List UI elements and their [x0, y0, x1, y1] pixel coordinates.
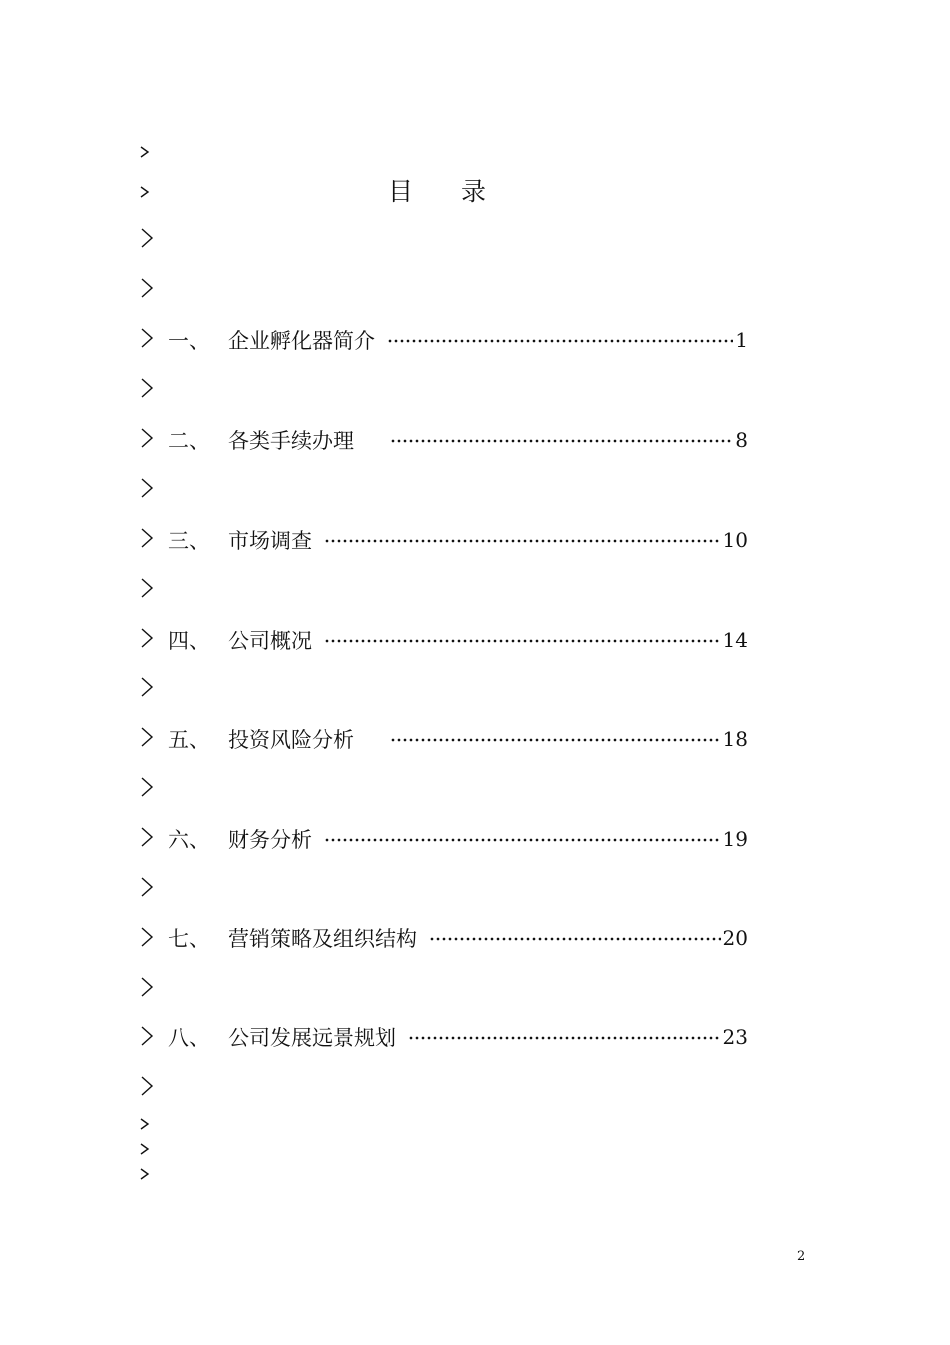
- toc-entry-label: 各类手续办理: [228, 429, 354, 453]
- toc-entry-number: 七、: [168, 927, 210, 951]
- bullet-arrow-icon: [140, 775, 158, 801]
- toc-entry[interactable]: [168, 824, 748, 854]
- toc-entry[interactable]: [168, 425, 748, 455]
- toc-entry-page: 19: [722, 827, 748, 851]
- toc-entry-label: 投资风险分析: [228, 728, 354, 752]
- toc-dot-leader: [324, 539, 721, 543]
- toc-dot-leader: [408, 1036, 721, 1040]
- toc-entry-page: 14: [722, 628, 748, 652]
- toc-entry-number: 八、: [168, 1026, 210, 1050]
- bullet-arrow-icon: [140, 1074, 158, 1100]
- toc-entry-label: 公司概况: [228, 629, 312, 653]
- toc-entry[interactable]: [168, 525, 748, 555]
- toc-title-char: 录: [461, 177, 487, 206]
- page-number: 2: [797, 1249, 806, 1264]
- bullet-arrow-icon: [140, 1112, 158, 1138]
- toc-entry-page: 8: [735, 428, 748, 452]
- toc-dot-leader: [324, 838, 721, 842]
- bullet-arrow-icon: [140, 276, 158, 302]
- toc-entry[interactable]: [168, 625, 748, 655]
- toc-entry-number: 一、: [168, 329, 210, 353]
- bullet-arrow-icon: [140, 376, 158, 402]
- toc-dot-leader: [429, 937, 721, 941]
- toc-entry[interactable]: [168, 923, 748, 953]
- bullet-arrow-icon: [140, 526, 158, 552]
- bullet-arrow-icon: [140, 180, 158, 206]
- toc-entry-page: 18: [722, 727, 748, 751]
- toc-entry[interactable]: [168, 724, 748, 754]
- toc-entry-label: 市场调查: [228, 529, 312, 553]
- toc-entry-number: 六、: [168, 828, 210, 852]
- toc-entry-page: 20: [722, 926, 748, 950]
- toc-entry-label: 财务分析: [228, 828, 312, 852]
- toc-dot-leader: [324, 639, 721, 643]
- toc-entry-label: 营销策略及组织结构: [228, 927, 417, 951]
- toc-entry-number: 三、: [168, 529, 210, 553]
- toc-entry[interactable]: [168, 1022, 748, 1052]
- bullet-arrow-icon: [140, 1162, 158, 1188]
- toc-title-char: 目: [388, 177, 414, 206]
- toc-entry-label: 公司发展远景规划: [228, 1026, 396, 1050]
- bullet-arrow-icon: [140, 675, 158, 701]
- toc-title: [388, 172, 486, 208]
- bullet-arrow-icon: [140, 476, 158, 502]
- toc-entry-label: 企业孵化器简介: [228, 329, 375, 353]
- bullet-arrow-icon: [140, 326, 158, 352]
- toc-dot-leader: [390, 439, 733, 443]
- bullet-arrow-icon: [140, 576, 158, 602]
- toc-dot-leader: [390, 738, 721, 742]
- bullet-arrow-icon: [140, 825, 158, 851]
- bullet-arrow-icon: [140, 975, 158, 1001]
- toc-entry-number: 四、: [168, 629, 210, 653]
- toc-entry-number: 五、: [168, 728, 210, 752]
- bullet-arrow-icon: [140, 226, 158, 252]
- bullet-arrow-icon: [140, 626, 158, 652]
- toc-entry-page: 23: [722, 1025, 748, 1049]
- bullet-arrow-icon: [140, 725, 158, 751]
- bullet-arrow-icon: [140, 1137, 158, 1163]
- bullet-arrow-icon: [140, 925, 158, 951]
- toc-entry[interactable]: [168, 325, 748, 355]
- toc-entry-page: 1: [735, 328, 748, 352]
- bullet-arrow-icon: [140, 140, 158, 166]
- bullet-arrow-icon: [140, 1024, 158, 1050]
- bullet-arrow-icon: [140, 426, 158, 452]
- bullet-arrow-icon: [140, 875, 158, 901]
- toc-dot-leader: [387, 339, 733, 343]
- toc-entry-page: 10: [722, 528, 748, 552]
- toc-entry-number: 二、: [168, 429, 210, 453]
